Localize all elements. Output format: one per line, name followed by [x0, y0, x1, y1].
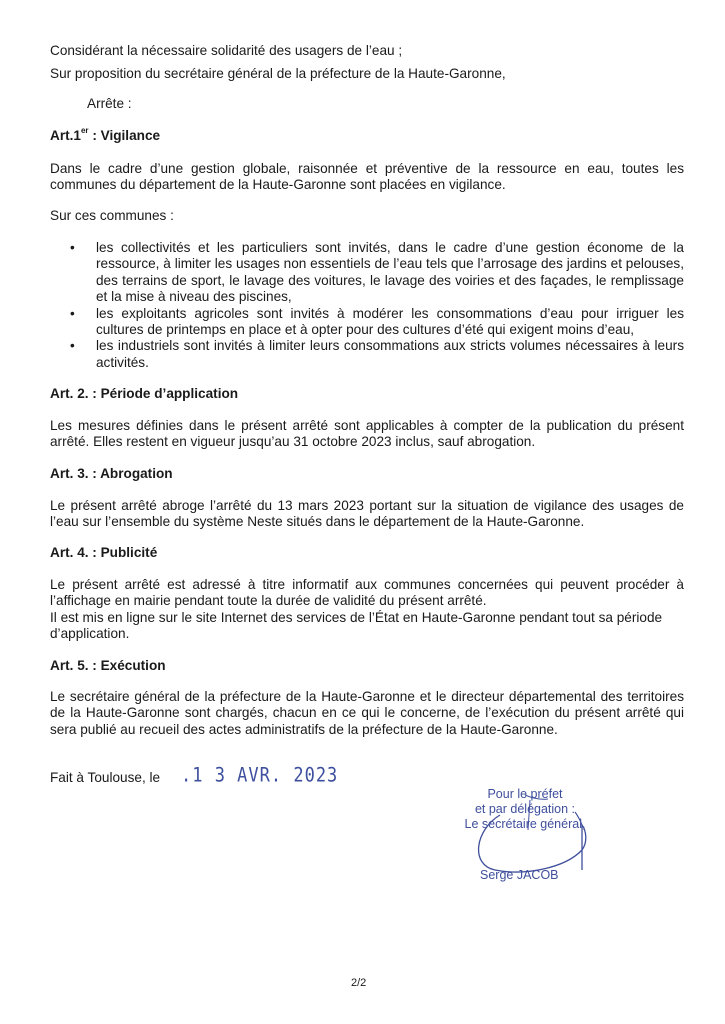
art2-title: Art. 2. : Période d’application	[50, 386, 239, 401]
art4-title: Art. 4. : Publicité	[50, 545, 158, 560]
art1-title-prefix: Art.1	[50, 128, 81, 143]
art4-paragraph-1: Le présent arrêté est adressé à titre informatif aux communes concernées qui peuvent procéder à l’affichage en mairie pendant toute la durée de validité du présent arrêté.	[50, 577, 684, 609]
art2-paragraph: Les mesures définies dans le présent arrêté sont applicables à compter de la publication du présent arrêté. Elles restent en vigueur jusqu’au 31 octobre 2023 inclus, sauf abrogation.	[50, 418, 684, 450]
art1-title-sup: er	[80, 126, 89, 136]
art3-title: Art. 3. : Abrogation	[50, 466, 173, 481]
list-item	[50, 240, 684, 306]
art5-title: Art. 5. : Exécution	[50, 658, 166, 673]
bullet-icon: •	[70, 338, 75, 354]
arrete-label: Arrête :	[87, 96, 132, 111]
list-item-text: les industriels sont invités à limiter leurs consommations aux stricts volumes nécessaires à leurs activités.	[96, 338, 684, 370]
art1-bullet-list	[50, 240, 684, 371]
list-item	[50, 338, 684, 371]
art1-paragraph: Dans le cadre d’une gestion globale, raisonnée et préventive de la ressource en eau, toutes les communes du département de la Haute-Garonne sont placées en vigilance.	[50, 161, 684, 193]
art5-paragraph: Le secrétaire général de la préfecture de la Haute-Garonne et le directeur départemental des territoires de la Haute-Garonne sont chargés, chacun en ce qui le concerne, de l’exécution du présent arrêté qui sera publié au recueil des actes administratifs de la préfecture de la Haute-Garonne.	[50, 689, 684, 737]
date-stamp: .1 3 AVR. 2023	[181, 764, 339, 787]
art1-title	[50, 128, 684, 144]
fait-a-label: Fait à Toulouse, le	[50, 770, 161, 785]
preamble-line-1: Considérant la nécessaire solidarité des usagers de l’eau ;	[50, 43, 403, 58]
bullet-icon: •	[70, 240, 75, 255]
signature-delegation: et par délégation :	[474, 802, 576, 816]
signature-pour: Pour le préfet	[487, 787, 563, 801]
art1-title-suffix: : Vigilance	[88, 128, 161, 143]
signature-role: Le secrétaire général,	[464, 817, 586, 831]
page-number: 2/2	[351, 977, 367, 989]
art3-paragraph: Le présent arrêté abroge l’arrêté du 13 mars 2023 portant sur la situation de vigilance des usages de l’eau sur l’ensemble du système Neste situés dans le département de la Haute-Garonne.	[50, 498, 684, 530]
list-item	[50, 306, 684, 339]
preamble-line-2: Sur proposition du secrétaire général de la préfecture de la Haute-Garonne,	[50, 66, 506, 81]
signature-block	[440, 787, 610, 832]
art4-paragraph-2: Il est mis en ligne sur le site Internet des services de l’État en Haute-Garonne pendant tout sa période d’application.	[50, 610, 663, 642]
art1-intro: Sur ces communes :	[50, 208, 174, 223]
signatory-name: Serge JACOB	[480, 868, 559, 882]
bullet-icon: •	[70, 305, 75, 321]
list-item-text: les collectivités et les particuliers sont invités, dans le cadre d’une gestion économe de la ressource, à limiter les usages non essentiels de l’eau tels que l’arrosage des jardins et pelouses, des terrains de sport, le lavage des voitures, le lavage des voiries et des façades, le remplissage et la mise à niveau des piscines,	[96, 240, 684, 305]
list-item-text: les exploitants agricoles sont invités à modérer les consommations d’eau pour irriguer les cultures de printemps en place et à opter pour des cultures d’été qui exigent moins d’eau,	[96, 305, 684, 338]
